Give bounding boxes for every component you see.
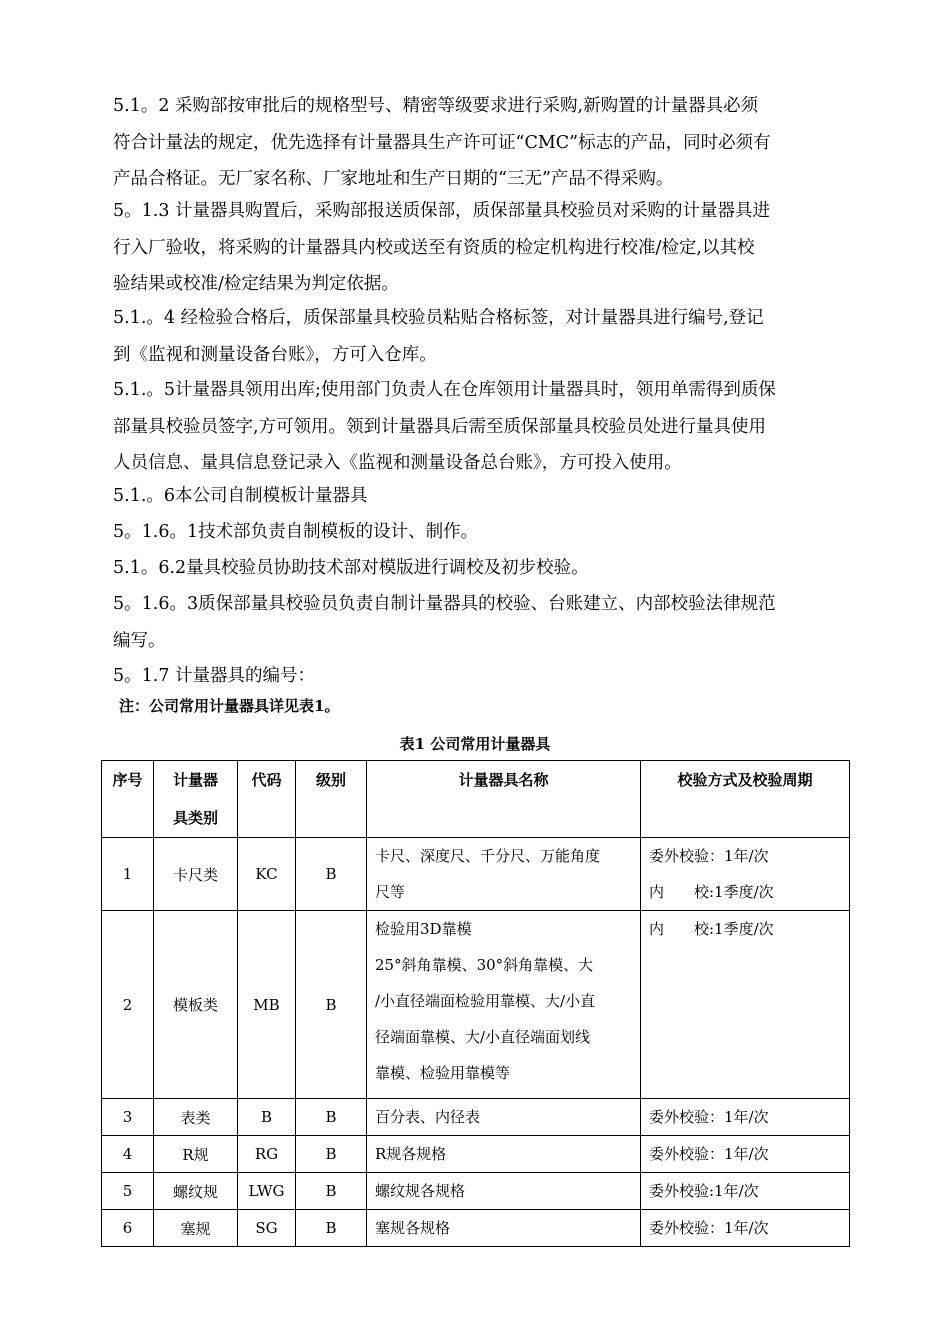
paragraph-line: 验结果或校准/检定结果为判定依据。	[113, 274, 399, 294]
cell-no: 2	[102, 911, 154, 1099]
table-row	[102, 1173, 850, 1210]
cell-category: 表类	[154, 1099, 238, 1136]
paragraph-line: 5.1.。5计量器具领用出库;使用部门负责人在仓库领用计量器具时，领用单需得到质保	[113, 380, 776, 400]
cell-text-line: 25°斜角靠模、30°斜角靠模、大	[375, 956, 594, 974]
paragraph	[113, 514, 843, 551]
cell-code: MB	[238, 911, 296, 1099]
cell-text-line: 委外校验:1年/次	[649, 1182, 759, 1200]
cell-no: 4	[102, 1136, 154, 1173]
paragraph-line: 人员信息、量具信息登记录入《监视和测量设备总台账》，方可投入使用。	[113, 453, 682, 473]
cell-category: 卡尺类	[154, 838, 238, 911]
paragraph	[113, 478, 843, 515]
paragraph	[113, 550, 843, 587]
table-row	[102, 838, 850, 911]
paragraph-line: 符合计量法的规定，优先选择有计量器具生产许可证“CMC”标志的产品，同时必须有	[113, 132, 771, 153]
paragraph	[113, 658, 843, 695]
header-category: 计量器 具类别	[154, 761, 238, 838]
cell-name	[367, 911, 641, 1099]
paragraph	[113, 586, 843, 659]
cell-level: B	[296, 1173, 367, 1210]
paragraph	[113, 193, 843, 303]
cell-text-line: /小直径端面检验用靠模、大/小直	[375, 992, 596, 1010]
cell-level: B	[296, 1136, 367, 1173]
paragraph-line: 5.1.。4 经检验合格后，质保部量具校验员粘贴合格标签，对计量器具进行编号,登记	[113, 308, 764, 328]
cell-code: LWG	[238, 1173, 296, 1210]
cell-text-line: 靠模、检验用靠模等	[375, 1064, 511, 1082]
instrument-table	[101, 760, 850, 1247]
cell-text-line: 百分表、内径表	[375, 1108, 481, 1126]
cell-method	[641, 911, 850, 1099]
cell-method	[641, 1136, 850, 1173]
paragraph-line: 5.1.。6本公司自制模板计量器具	[113, 486, 368, 506]
table-row	[102, 1136, 850, 1173]
cell-category: 塞规	[154, 1210, 238, 1247]
cell-level: B	[296, 1099, 367, 1136]
cell-text-line: 塞规各规格	[375, 1219, 451, 1237]
cell-text-line: 卡尺、深度尺、千分尺、万能角度	[375, 847, 601, 865]
paragraph-line: 5.1。6.2量具校验员协助技术部对模版进行调校及初步校验。	[113, 558, 589, 578]
cell-code: SG	[238, 1210, 296, 1247]
paragraph-line: 部量具校验员签字,方可领用。领到计量器具后需至质保部量具校验员处进行量具使用	[113, 416, 767, 437]
paragraph-line: 行入厂验收，将采购的计量器具内校或送至有资质的检定机构进行校准/检定,以其校	[113, 237, 755, 258]
paragraph-line: 5。1.7 计量器具的编号：	[113, 666, 316, 686]
cell-level: B	[296, 911, 367, 1099]
cell-text-line: 检验用3D靠模	[375, 920, 472, 938]
paragraph-line: 产品合格证。无厂家名称、厂家地址和生产日期的“三无”产品不得采购。	[113, 169, 674, 189]
cell-category: 模板类	[154, 911, 238, 1099]
cell-code: KC	[238, 838, 296, 911]
header-level: 级别	[296, 761, 367, 838]
cell-no: 6	[102, 1210, 154, 1247]
cell-level: B	[296, 1210, 367, 1247]
header-method: 校验方式及校验周期	[641, 761, 850, 838]
cell-text-line: 内 校:1季度/次	[649, 920, 774, 938]
paragraph	[113, 372, 843, 482]
cell-no: 1	[102, 838, 154, 911]
cell-name	[367, 1210, 641, 1247]
paragraph	[113, 88, 843, 198]
header-name: 计量器具名称	[367, 761, 641, 838]
cell-text-line: 委外校验：1年/次	[649, 1145, 769, 1163]
cell-text-line: 委外校验：1年/次	[649, 847, 769, 865]
paragraph	[113, 300, 843, 373]
cell-name	[367, 1173, 641, 1210]
cell-name	[367, 1136, 641, 1173]
cell-name	[367, 838, 641, 911]
cell-text-line: R规各规格	[375, 1145, 447, 1163]
cell-name	[367, 1099, 641, 1136]
table-row	[102, 911, 850, 1099]
table-header-row	[102, 761, 850, 838]
paragraph-line: 5.1。2 采购部按审批后的规格型号、精密等级要求进行采购,新购置的计量器具必须	[113, 96, 759, 116]
cell-no: 3	[102, 1099, 154, 1136]
cell-text-line: 委外校验：1年/次	[649, 1108, 769, 1126]
cell-method	[641, 1099, 850, 1136]
table-caption: 表1 公司常用计量器具	[399, 735, 551, 753]
paragraph-line: 5。1.3 计量器具购置后，采购部报送质保部，质保部量具校验员对采购的计量器具进	[113, 201, 771, 221]
table-row	[102, 1210, 850, 1247]
paragraph-line: 5。1.6。1技术部负责自制模板的设计、制作。	[113, 522, 479, 542]
cell-text-line: 委外校验：1年/次	[649, 1219, 769, 1237]
cell-code: RG	[238, 1136, 296, 1173]
cell-no: 5	[102, 1173, 154, 1210]
paragraph-line: 编写。	[113, 630, 166, 651]
cell-method	[641, 838, 850, 911]
cell-category: 螺纹规	[154, 1173, 238, 1210]
table-row	[102, 1099, 850, 1136]
header-no: 序号	[102, 761, 154, 838]
table-note: 注：公司常用计量器具详见表1。	[119, 697, 340, 715]
cell-category: R规	[154, 1136, 238, 1173]
cell-method	[641, 1173, 850, 1210]
cell-level: B	[296, 838, 367, 911]
cell-method	[641, 1210, 850, 1247]
paragraph-line: 5。1.6。3质保部量具校验员负责自制计量器具的校验、台账建立、内部校验法律规范	[113, 594, 776, 614]
cell-code: B	[238, 1099, 296, 1136]
cell-text-line: 内 校:1季度/次	[649, 883, 774, 901]
header-code: 代码	[238, 761, 296, 838]
cell-text-line: 径端面靠模、大/小直径端面划线	[375, 1028, 591, 1046]
cell-text-line: 尺等	[375, 883, 406, 901]
cell-text-line: 螺纹规各规格	[375, 1182, 466, 1200]
paragraph-line: 到《监视和测量设备台账》，方可入仓库。	[113, 344, 437, 365]
